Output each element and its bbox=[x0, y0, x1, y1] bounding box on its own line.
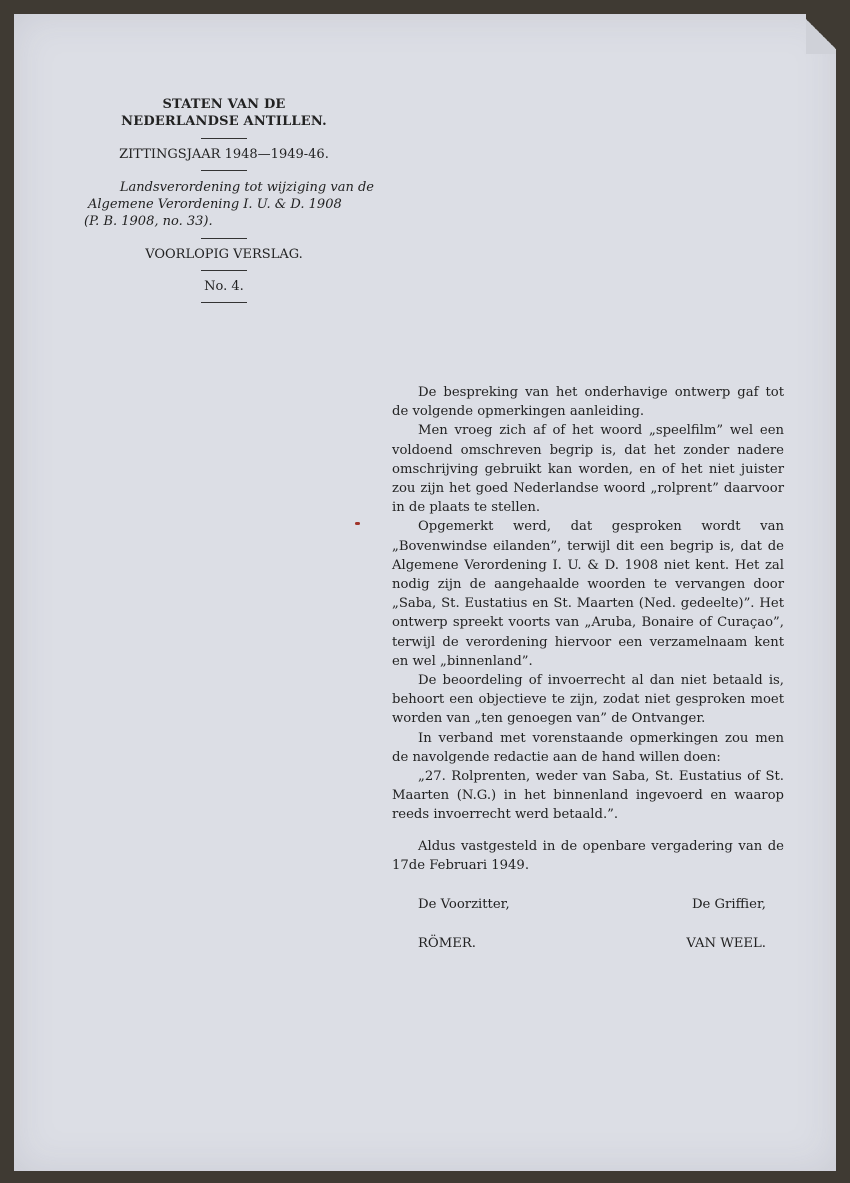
signature-names bbox=[392, 934, 784, 953]
chairman-role: De Voorzitter, bbox=[418, 897, 510, 913]
document-page bbox=[14, 14, 836, 1171]
divider bbox=[201, 270, 247, 271]
paragraph-2: Men vroeg zich af of het woord „speelfilm” wel een voldoend omschreven begrip is, dat het zonder nadere omschrijving gebruikt kan worden, en of het niet juister zou zijn het goed Nederlandse woord „rolprent” daarvoor in de plaats te stellen. bbox=[392, 423, 784, 516]
proposed-text: „27. Rolprenten, weder van Saba, St. Eustatius of St. Maarten (N.G.) in het binnenland ingevoerd en waarop reeds invoerrecht werd betaald.”. bbox=[392, 769, 784, 823]
subject bbox=[74, 179, 374, 230]
subject-line1: Landsverordening tot wijziging van de bbox=[119, 180, 374, 195]
subject-line2: Algemene Verordening I. U. & D. 1908 bbox=[88, 197, 342, 212]
red-ink-mark bbox=[355, 522, 360, 525]
divider bbox=[201, 138, 247, 139]
folded-corner bbox=[806, 14, 836, 54]
paragraph-5: In verband met vorenstaande opmerkingen zou men de navolgende redactie aan de hand willen doen: bbox=[392, 730, 784, 765]
divider bbox=[201, 238, 247, 239]
paragraph-1: De bespreking van het onderhavige ontwerp gaf tot de volgende opmerkingen aanleiding. bbox=[392, 385, 784, 420]
chairman-name: RÖMER. bbox=[418, 936, 476, 952]
report-type: VOORLOPIG VERSLAG. bbox=[145, 247, 303, 262]
paragraph-4: De beoordeling of invoerrecht al dan niet betaald is, behoort een objectieve te zijn, zodat niet gesproken moet worden van „ten genoegen van” de Ontvanger. bbox=[392, 673, 784, 727]
paragraph-3: Opgemerkt werd, dat gesproken wordt van „Bovenwindse eilanden”, terwijl dit een begrip is, dat de Algemene Verordening I. U. & D. 1908 niet kent. Het zal nodig zijn de aangehaalde woorden te vervangen door „Saba, St. Eustatius en St. Maarten (Ned. gedeelte)”. Het ontwerp spreekt voorts van „Aruba, Bonaire of Curaçao”, terwijl de verordening hiervoor een verzamelnaam kent en wel „binnenland”. bbox=[392, 519, 784, 669]
session-year: ZITTINGSJAAR 1948—1949-46. bbox=[119, 147, 329, 162]
divider bbox=[201, 170, 247, 171]
clerk-name: VAN WEEL. bbox=[686, 936, 766, 952]
report-number: No. 4. bbox=[204, 279, 244, 294]
document-header bbox=[74, 96, 374, 311]
header-title-line1: STATEN VAN DE bbox=[162, 97, 286, 112]
adoption-statement: Aldus vastgesteld in de openbare vergadering van de 17de Februari 1949. bbox=[392, 838, 784, 873]
report-body bbox=[392, 383, 784, 953]
subject-line3: (P. B. 1908, no. 33). bbox=[84, 214, 213, 229]
header-title-line2: NEDERLANDSE ANTILLEN. bbox=[121, 114, 327, 129]
clerk-role: De Griffier, bbox=[691, 897, 766, 913]
divider bbox=[201, 302, 247, 303]
signature-roles bbox=[392, 895, 784, 914]
